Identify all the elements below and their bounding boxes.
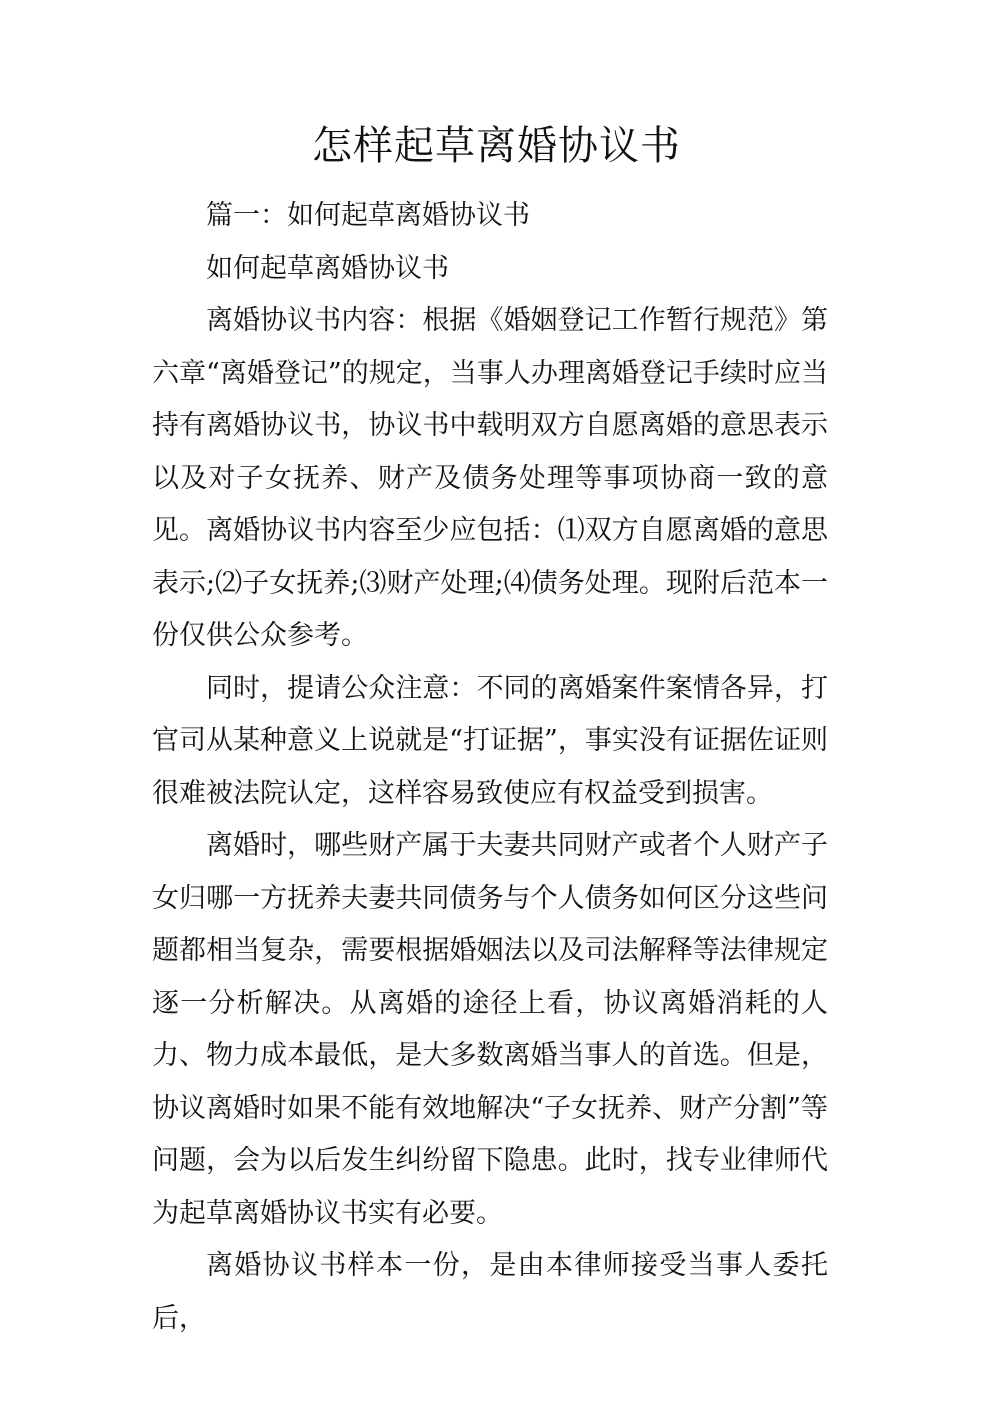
paragraph-sample-intro: 离婚协议书样本一份，是由本律师接受当事人委托后， [152,1250,828,1334]
paragraph-section-heading: 篇一：如何起草离婚协议书 [206,200,530,231]
document-title: 怎样起草离婚协议书 [312,123,681,169]
document-body [152,190,828,1345]
paragraph-property-division: 离婚时，哪些财产属于夫妻共同财产或者个人财产子女归哪一方抚养夫妻共同债务与个人债务如何区分这些问题都相当复杂，需要根据婚姻法以及司法解释等法律规定逐一分析解决。从离婚的途径上看，协议离婚消耗的人力、物力成本最低，是大多数离婚当事人的首选。但是，协议离婚时如果不能有效地解决“子女抚养、财产分割”等问题，会为以后发生纠纷留下隐患。此时，找专业律师代为起草离婚协议书实有必要。 [152,830,828,1229]
paragraph-public-notice: 同时，提请公众注意：不同的离婚案件案情各异，打官司从某种意义上说就是“打证据”，事实没有证据佐证则很难被法院认定，这样容易致使应有权益受到损害。 [152,672,828,809]
paragraph-agreement-content: 离婚协议书内容：根据《婚姻登记工作暂行规范》第六章“离婚登记”的规定，当事人办理离婚登记手续时应当持有离婚协议书，协议书中载明双方自愿离婚的意思表示以及对子女抚养、财产及债务处理等事项协商一致的意见。离婚协议书内容至少应包括：⑴双方自愿离婚的意思表示;⑵子女抚养;⑶财产处理;⑷债务处理。现附后范本一份仅供公众参考。 [152,305,828,651]
paragraph-subheading: 如何起草离婚协议书 [206,252,449,284]
